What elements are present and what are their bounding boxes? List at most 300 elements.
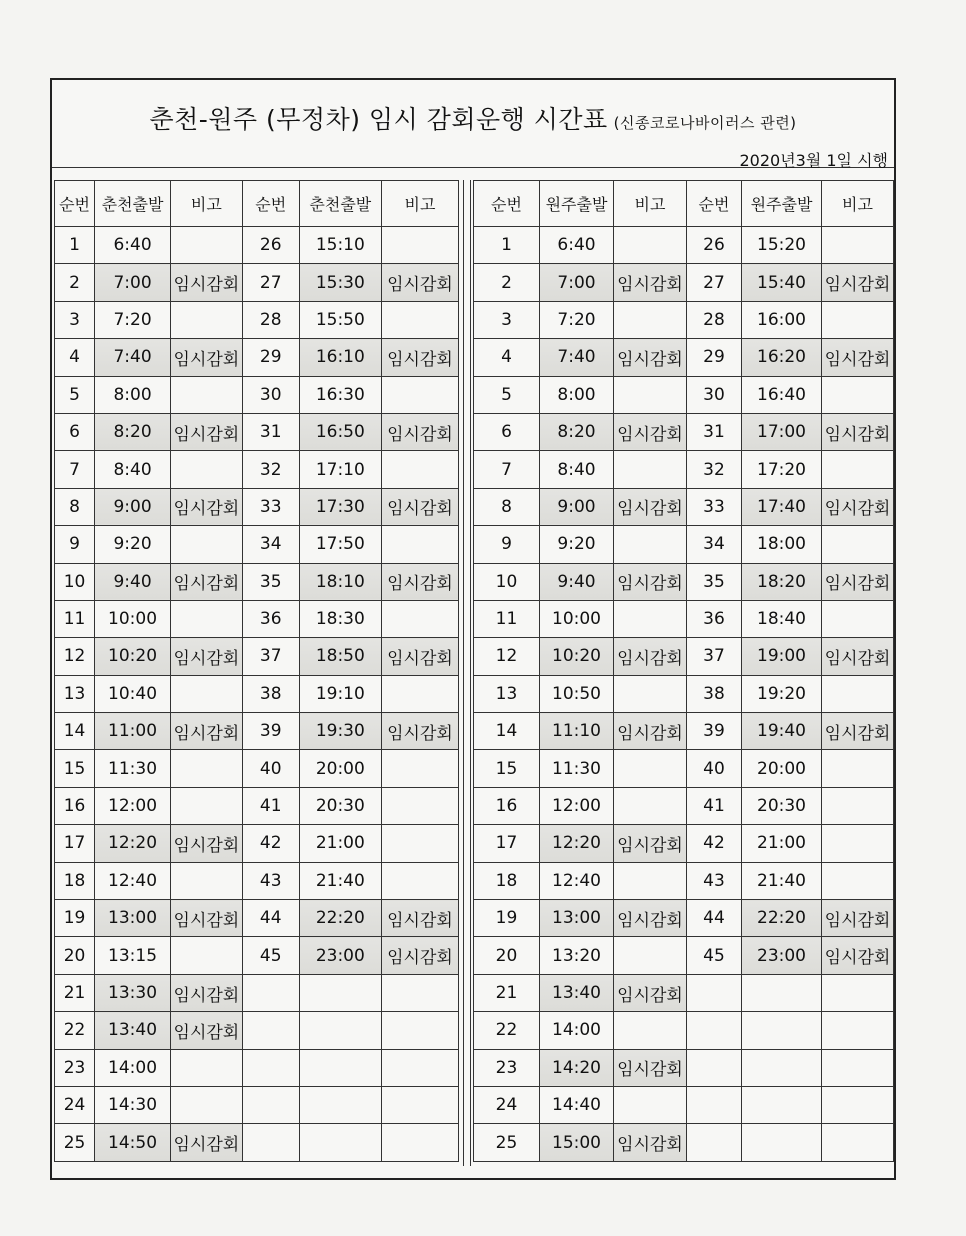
departure-time: 13:20 [540,937,614,974]
remark [381,825,458,862]
departure-time: 21:40 [299,862,381,899]
departure-time: 12:40 [95,862,171,899]
departure-time: 14:40 [540,1086,614,1123]
departure-time: 18:30 [299,600,381,637]
trip-number: 11 [474,600,540,637]
remark: 임시감회 [614,900,687,937]
table-row [55,227,459,264]
remark [822,451,894,488]
departure-time: 15:00 [540,1124,614,1161]
departure-time: 10:00 [540,600,614,637]
departure-time: 9:40 [95,563,171,600]
trip-number: 15 [474,750,540,787]
trip-number: 34 [687,526,742,563]
trip-number: 13 [474,675,540,712]
trip-number: 6 [55,413,95,450]
table-row [55,900,459,937]
table-row [474,600,894,637]
table-row [474,900,894,937]
trip-number: 12 [55,638,95,675]
departure-time: 8:20 [540,413,614,450]
departure-time: 18:00 [742,526,822,563]
remark [381,600,458,637]
trip-number: 14 [55,713,95,750]
departure-time: 18:10 [299,563,381,600]
remark: 임시감회 [614,339,687,376]
column-header: 비고 [822,181,894,227]
remark [614,526,687,563]
trip-number: 31 [242,413,299,450]
table-row [55,862,459,899]
trip-number: 34 [242,526,299,563]
table-row [474,1124,894,1161]
remark [614,1012,687,1049]
departure-time: 15:30 [299,264,381,301]
trip-number: 23 [474,1049,540,1086]
trip-number: 40 [242,750,299,787]
trip-number: 43 [242,862,299,899]
trip-number: 39 [242,713,299,750]
departure-time: 17:10 [299,451,381,488]
column-header: 원주출발 [540,181,614,227]
column-header: 비고 [171,181,243,227]
remark [381,862,458,899]
departure-time: 9:40 [540,563,614,600]
trip-number: 19 [55,900,95,937]
departure-time: 10:00 [95,600,171,637]
remark: 임시감회 [614,974,687,1011]
trip-number: 29 [687,339,742,376]
departure-time: 16:30 [299,376,381,413]
table-row [474,825,894,862]
table-row [55,526,459,563]
table-row [55,1049,459,1086]
table-row [55,563,459,600]
table-row [474,339,894,376]
timetable-sheet [50,78,896,1180]
trip-number: 20 [474,937,540,974]
trip-number: 40 [687,750,742,787]
departure-time: 23:00 [299,937,381,974]
remark [381,750,458,787]
departure-time: 8:40 [95,451,171,488]
table-row [474,675,894,712]
table-row [55,600,459,637]
trip-number: 45 [242,937,299,974]
departure-time: 17:00 [742,413,822,450]
trip-number: 20 [55,937,95,974]
trip-number: 35 [242,563,299,600]
departure-time: 16:00 [742,301,822,338]
trip-number: 3 [55,301,95,338]
trip-number: 25 [55,1124,95,1161]
table-row [474,974,894,1011]
departure-time: 9:00 [95,488,171,525]
remark: 임시감회 [381,563,458,600]
table-row [474,526,894,563]
departure-time: 7:40 [95,339,171,376]
trip-number: 22 [474,1012,540,1049]
remark: 임시감회 [614,1124,687,1161]
remark [822,787,894,824]
empty-cell [822,1124,894,1161]
remark [171,787,243,824]
remark [171,675,243,712]
column-header: 춘천출발 [299,181,381,227]
trip-number: 25 [474,1124,540,1161]
departure-time: 12:20 [540,825,614,862]
table-row [55,750,459,787]
departure-time: 13:15 [95,937,171,974]
trip-number: 38 [687,675,742,712]
departure-time: 10:20 [540,638,614,675]
departure-time: 17:20 [742,451,822,488]
remark [614,227,687,264]
trip-number: 12 [474,638,540,675]
departure-time: 21:00 [299,825,381,862]
trip-number: 30 [242,376,299,413]
remark: 임시감회 [822,713,894,750]
departure-time: 13:00 [540,900,614,937]
remark: 임시감회 [381,638,458,675]
trip-number: 17 [55,825,95,862]
departure-time: 20:00 [742,750,822,787]
remark [381,376,458,413]
trip-number: 9 [55,526,95,563]
departure-time: 14:30 [95,1086,171,1123]
table-row [474,638,894,675]
trip-number: 11 [55,600,95,637]
empty-cell [742,1012,822,1049]
departure-time: 13:30 [95,974,171,1011]
remark [822,376,894,413]
trip-number: 24 [474,1086,540,1123]
table-row [474,787,894,824]
trip-number: 41 [687,787,742,824]
remark: 임시감회 [822,900,894,937]
header-row [55,181,459,227]
remark: 임시감회 [381,339,458,376]
table-row [474,488,894,525]
trip-number: 21 [55,974,95,1011]
table-row [474,937,894,974]
empty-cell [742,974,822,1011]
table-row [55,713,459,750]
table-row [55,937,459,974]
trip-number: 1 [474,227,540,264]
empty-cell [687,1049,742,1086]
departure-time: 11:00 [95,713,171,750]
table-row [55,413,459,450]
remark: 임시감회 [614,713,687,750]
empty-cell [299,1049,381,1086]
remark [171,862,243,899]
departure-time: 9:00 [540,488,614,525]
trip-number: 36 [687,600,742,637]
departure-time: 22:20 [742,900,822,937]
empty-cell [381,1086,458,1123]
trip-number: 38 [242,675,299,712]
column-header: 춘천출발 [95,181,171,227]
table-row [474,862,894,899]
remark: 임시감회 [614,1049,687,1086]
column-header: 순번 [474,181,540,227]
table-row [474,750,894,787]
remark: 임시감회 [381,413,458,450]
remark: 임시감회 [171,563,243,600]
column-header: 순번 [687,181,742,227]
remark [171,750,243,787]
remark: 임시감회 [381,713,458,750]
departure-time: 6:40 [540,227,614,264]
remark [171,227,243,264]
remark [822,750,894,787]
empty-cell [242,1086,299,1123]
trip-number: 23 [55,1049,95,1086]
departure-time: 21:00 [742,825,822,862]
remark: 임시감회 [171,974,243,1011]
remark [381,787,458,824]
trip-number: 13 [55,675,95,712]
empty-cell [381,1124,458,1161]
remark [381,301,458,338]
departure-time: 12:00 [540,787,614,824]
trip-number: 26 [242,227,299,264]
departure-time: 17:30 [299,488,381,525]
column-header: 비고 [381,181,458,227]
trip-number: 18 [474,862,540,899]
trip-number: 37 [687,638,742,675]
empty-cell [242,1124,299,1161]
remark [614,376,687,413]
remark: 임시감회 [381,900,458,937]
remark [822,675,894,712]
table-row [55,451,459,488]
title-main: 춘천-원주 (무정차) 임시 감회운행 시간표 [149,105,608,134]
remark [614,451,687,488]
empty-cell [242,1012,299,1049]
remark: 임시감회 [171,900,243,937]
remark [822,825,894,862]
remark: 임시감회 [822,264,894,301]
departure-time: 9:20 [95,526,171,563]
departure-time: 11:30 [540,750,614,787]
empty-cell [687,1012,742,1049]
remark: 임시감회 [171,638,243,675]
remark: 임시감회 [381,488,458,525]
departure-time: 10:50 [540,675,614,712]
wonju-timetable [473,180,894,1162]
departure-time: 16:20 [742,339,822,376]
departure-time: 20:30 [742,787,822,824]
table-row [55,264,459,301]
trip-number: 21 [474,974,540,1011]
remark [171,526,243,563]
empty-cell [299,1124,381,1161]
remark: 임시감회 [381,937,458,974]
departure-time: 21:40 [742,862,822,899]
remark [171,1049,243,1086]
remark: 임시감회 [614,264,687,301]
remark: 임시감회 [614,413,687,450]
table-row [474,563,894,600]
trip-number: 31 [687,413,742,450]
trip-number: 7 [55,451,95,488]
departure-time: 14:00 [540,1012,614,1049]
table-row [55,638,459,675]
departure-time: 19:30 [299,713,381,750]
remark [381,451,458,488]
remark [171,301,243,338]
remark [381,526,458,563]
empty-cell [381,1012,458,1049]
column-header: 순번 [55,181,95,227]
trip-number: 28 [242,301,299,338]
table-row [474,301,894,338]
table-row [55,825,459,862]
trip-number: 43 [687,862,742,899]
column-header: 원주출발 [742,181,822,227]
remark [381,675,458,712]
table-row [474,451,894,488]
remark: 임시감회 [822,488,894,525]
departure-time: 17:50 [299,526,381,563]
trip-number: 37 [242,638,299,675]
departure-time: 20:30 [299,787,381,824]
remark [822,227,894,264]
table-row [55,787,459,824]
departure-time: 17:40 [742,488,822,525]
remark [614,301,687,338]
trip-number: 10 [55,563,95,600]
departure-time: 15:20 [742,227,822,264]
departure-time: 7:20 [540,301,614,338]
table-row [55,974,459,1011]
remark [381,227,458,264]
remark [171,451,243,488]
table-row [474,1012,894,1049]
empty-cell [822,1012,894,1049]
remark [614,787,687,824]
empty-cell [742,1049,822,1086]
departure-time: 10:20 [95,638,171,675]
trip-number: 15 [55,750,95,787]
departure-time: 12:40 [540,862,614,899]
remark: 임시감회 [822,638,894,675]
departure-time: 11:10 [540,713,614,750]
trip-number: 27 [687,264,742,301]
empty-cell [687,974,742,1011]
departure-time: 12:00 [95,787,171,824]
trip-number: 24 [55,1086,95,1123]
remark: 임시감회 [822,937,894,974]
departure-time: 11:30 [95,750,171,787]
empty-cell [299,974,381,1011]
departure-time: 8:00 [540,376,614,413]
departure-time: 18:40 [742,600,822,637]
remark: 임시감회 [614,488,687,525]
remark: 임시감회 [171,713,243,750]
trip-number: 17 [474,825,540,862]
table-row [55,1124,459,1161]
trip-number: 18 [55,862,95,899]
departure-time: 9:20 [540,526,614,563]
trip-number: 8 [474,488,540,525]
trip-number: 26 [687,227,742,264]
departure-time: 14:20 [540,1049,614,1086]
trip-number: 16 [474,787,540,824]
departure-time: 13:00 [95,900,171,937]
departure-time: 19:20 [742,675,822,712]
departure-time: 18:20 [742,563,822,600]
trip-number: 28 [687,301,742,338]
departure-time: 7:40 [540,339,614,376]
effective-date: 2020년3월 1일 시행 [739,151,888,170]
empty-cell [822,1049,894,1086]
remark: 임시감회 [171,339,243,376]
trip-number: 42 [242,825,299,862]
departure-time: 8:40 [540,451,614,488]
departure-time: 6:40 [95,227,171,264]
table-divider [463,180,471,1166]
trip-number: 32 [687,451,742,488]
empty-cell [822,1086,894,1123]
empty-cell [687,1124,742,1161]
remark [614,937,687,974]
trip-number: 42 [687,825,742,862]
table-row [55,488,459,525]
table-row [474,1086,894,1123]
departure-time: 10:40 [95,675,171,712]
remark [171,600,243,637]
trip-number: 1 [55,227,95,264]
remark: 임시감회 [614,563,687,600]
departure-time: 19:40 [742,713,822,750]
departure-time: 7:20 [95,301,171,338]
empty-cell [299,1012,381,1049]
trip-number: 2 [474,264,540,301]
trip-number: 36 [242,600,299,637]
empty-cell [742,1086,822,1123]
departure-time: 8:20 [95,413,171,450]
trip-number: 33 [242,488,299,525]
trip-number: 2 [55,264,95,301]
departure-time: 7:00 [95,264,171,301]
trip-number: 6 [474,413,540,450]
table-row [474,376,894,413]
trip-number: 5 [474,376,540,413]
remark [614,600,687,637]
trip-number: 22 [55,1012,95,1049]
departure-time: 8:00 [95,376,171,413]
trip-number: 35 [687,563,742,600]
title-box [52,80,894,168]
departure-time: 16:10 [299,339,381,376]
remark: 임시감회 [171,488,243,525]
table-row [55,1012,459,1049]
departure-time: 13:40 [540,974,614,1011]
departure-time: 13:40 [95,1012,171,1049]
departure-time: 19:00 [742,638,822,675]
remark [171,937,243,974]
page-title [52,100,894,136]
table-row [55,301,459,338]
trip-number: 3 [474,301,540,338]
empty-cell [242,1049,299,1086]
trip-number: 45 [687,937,742,974]
trip-number: 32 [242,451,299,488]
remark [614,750,687,787]
